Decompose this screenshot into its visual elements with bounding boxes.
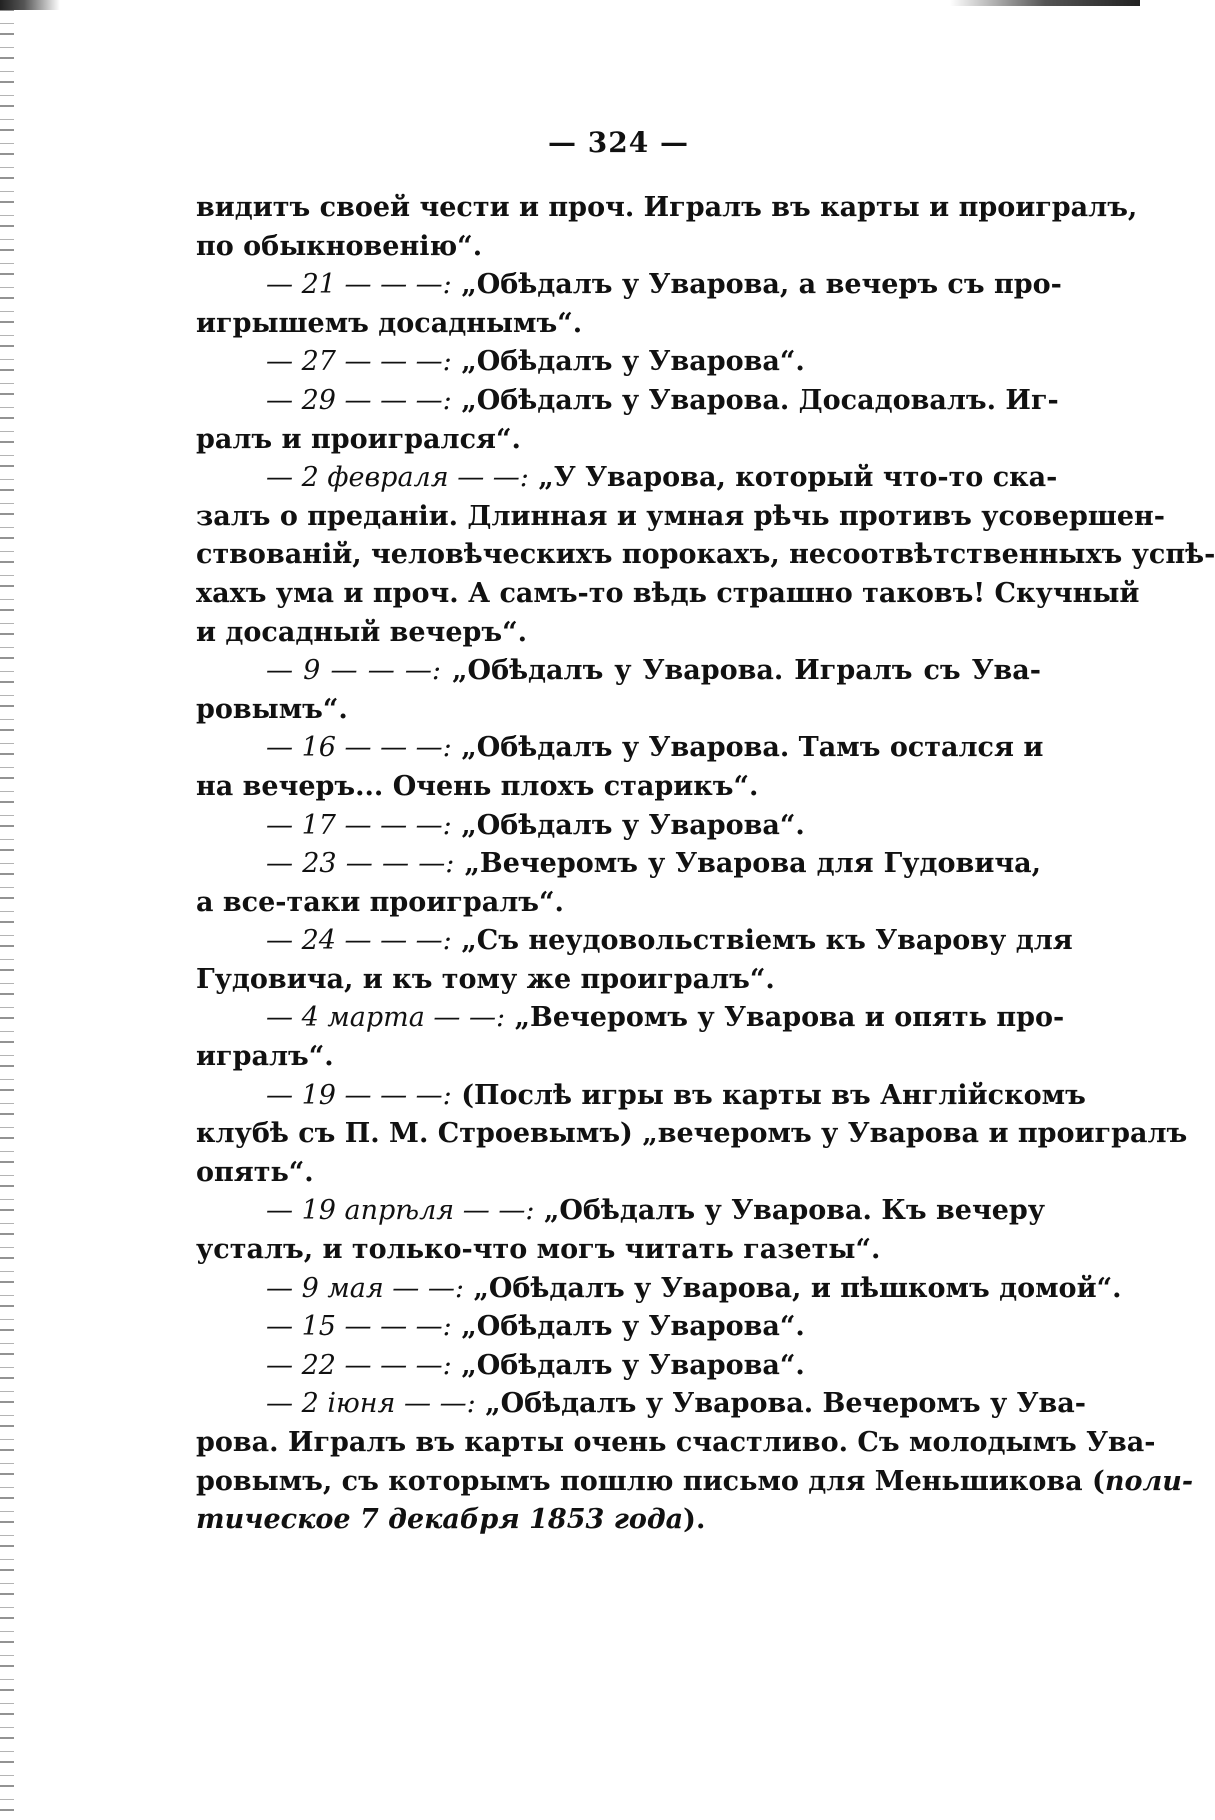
entry-date: — 22 — — —: bbox=[266, 1349, 452, 1381]
line-text: хахъ ума и проч. А самъ-то вѣдь страшно таковъ! Скучный bbox=[196, 577, 1140, 609]
line-text: Гудовича, и къ тому же проигралъ“. bbox=[196, 963, 775, 995]
line-text: „Обѣдалъ у Уварова, а вечеръ съ про- bbox=[451, 269, 1062, 301]
line-text: игралъ“. bbox=[196, 1041, 334, 1073]
text-line bbox=[196, 768, 1041, 807]
line-text: „Обѣдалъ у Уварова. Вечеромъ у Ува- bbox=[475, 1388, 1086, 1420]
line-text: ствованій, человѣческихъ порокахъ, несоотвѣтственныхъ успѣ- bbox=[196, 539, 1215, 571]
text-line bbox=[196, 1347, 1041, 1386]
entry-date: — 29 — — —: bbox=[266, 384, 452, 416]
line-text: клубѣ съ П. М. Строевымъ) „вечеромъ у Уварова и проигралъ bbox=[196, 1118, 1188, 1150]
line-text: „Обѣдалъ у Уварова“. bbox=[451, 1311, 805, 1343]
entry-date: — 16 — — —: bbox=[266, 732, 452, 764]
line-text: рова. Игралъ въ карты очень счастливо. Съ молодымъ Ува- bbox=[196, 1427, 1156, 1458]
entry-date: — 2 іюня — —: bbox=[266, 1388, 476, 1420]
line-text: (Послѣ игры въ карты въ Англійскомъ bbox=[451, 1079, 1086, 1111]
text-line bbox=[196, 459, 1058, 498]
line-text: „Обѣдалъ у Уварова. Къ вечеру bbox=[534, 1195, 1046, 1227]
text-line bbox=[196, 614, 1041, 653]
text-line bbox=[196, 999, 1065, 1038]
page-number: — 324 — bbox=[548, 126, 689, 159]
text-line bbox=[196, 536, 1215, 575]
scan-corner bbox=[0, 0, 60, 10]
entry-date: — 4 марта — —: bbox=[266, 1002, 506, 1034]
line-text: ровымъ“. bbox=[196, 693, 348, 725]
line-text: „Обѣдалъ у Уварова“. bbox=[451, 809, 805, 841]
page-text bbox=[196, 189, 1215, 1540]
line-text: видитъ своей чести и проч. Игралъ въ карты и проигралъ, bbox=[196, 192, 1138, 223]
entry-date: — 9 мая — —: bbox=[266, 1272, 464, 1304]
line-text: усталъ, и только-что могъ читать газеты“. bbox=[196, 1234, 881, 1266]
text-line bbox=[196, 961, 1041, 1000]
entry-date: — 21 — — —: bbox=[266, 269, 452, 301]
entry-date: — 19 — — —: bbox=[266, 1079, 452, 1111]
line-text: игрышемъ досаднымъ“. bbox=[196, 307, 583, 339]
line-text: опять“. bbox=[196, 1156, 314, 1188]
text-line bbox=[196, 266, 1062, 305]
text-line bbox=[196, 1308, 1041, 1347]
text-line bbox=[196, 1501, 1041, 1540]
line-text: „Обѣдалъ у Уварова, и пѣшкомъ домой“. bbox=[463, 1272, 1122, 1304]
line-text: „Обѣдалъ у Уварова“. bbox=[451, 346, 805, 378]
line-text: ровымъ, съ которымъ пошлю письмо для Меньшикова ( bbox=[196, 1465, 1105, 1497]
text-line bbox=[196, 1192, 1046, 1231]
entry-date: — 27 — — —: bbox=[266, 346, 452, 378]
italic-text: поли- bbox=[1104, 1465, 1194, 1497]
line-text-after: ). bbox=[683, 1504, 706, 1536]
text-line bbox=[196, 343, 1041, 382]
text-line bbox=[196, 1154, 1041, 1193]
text-line bbox=[196, 1231, 1041, 1270]
line-text: и досадный вечеръ“. bbox=[196, 616, 528, 648]
entry-date: — 24 — — —: bbox=[266, 925, 452, 957]
text-line bbox=[196, 729, 1044, 768]
text-line bbox=[196, 498, 1165, 537]
text-line bbox=[196, 1077, 1086, 1116]
text-line bbox=[196, 228, 1041, 267]
text-line bbox=[196, 382, 1059, 421]
text-line bbox=[196, 1038, 1041, 1077]
book-page bbox=[196, 126, 1215, 1540]
line-text: на вечеръ... Очень плохъ старикъ“. bbox=[196, 770, 759, 802]
text-line bbox=[196, 189, 1138, 228]
line-text: „Обѣдалъ у Уварова. Игралъ съ Ува- bbox=[441, 655, 1041, 687]
entry-date: — 9 — — —: bbox=[266, 655, 442, 687]
line-text: „Обѣдалъ у Уварова. Досадовалъ. Иг- bbox=[451, 384, 1059, 416]
line-text: „Обѣдалъ у Уварова. Тамъ остался и bbox=[451, 732, 1044, 764]
line-text: а все-таки проигралъ“. bbox=[196, 886, 564, 918]
text-line bbox=[196, 305, 1041, 344]
scan-edge bbox=[0, 0, 14, 1820]
entry-date: — 2 февраля — —: bbox=[266, 462, 529, 494]
entry-date: — 17 — — —: bbox=[266, 809, 452, 841]
line-text: „Съ неудовольствіемъ къ Уварову для bbox=[451, 925, 1073, 957]
line-text: залъ о преданіи. Длинная и умная рѣчь противъ усовершен- bbox=[196, 500, 1165, 532]
text-line bbox=[196, 421, 1041, 460]
line-text: „Вечеромъ у Уварова и опять про- bbox=[505, 1002, 1065, 1034]
text-line bbox=[196, 807, 1041, 846]
text-line bbox=[196, 1424, 1156, 1463]
entry-date: — 15 — — —: bbox=[266, 1311, 452, 1343]
text-line bbox=[196, 652, 1041, 691]
entry-date: — 19 апрѣля — —: bbox=[266, 1195, 535, 1227]
line-text: „Вечеромъ у Уварова для Гудовича, bbox=[454, 848, 1041, 880]
entry-date: — 23 — — —: bbox=[266, 848, 455, 880]
text-line bbox=[196, 922, 1073, 961]
text-line bbox=[196, 1270, 1122, 1309]
text-line bbox=[196, 1115, 1188, 1154]
line-text: „У Уварова, который что-то ска- bbox=[528, 462, 1058, 494]
text-line bbox=[196, 845, 1041, 884]
text-line bbox=[196, 1385, 1086, 1424]
text-line bbox=[196, 884, 1041, 923]
scan-top-edge bbox=[950, 0, 1140, 6]
text-line bbox=[196, 575, 1140, 614]
text-line bbox=[196, 1463, 1194, 1502]
italic-text: тическое 7 декабря 1853 года bbox=[196, 1504, 684, 1536]
text-line bbox=[196, 691, 1041, 730]
line-text: „Обѣдалъ у Уварова“. bbox=[451, 1349, 805, 1381]
line-text: ралъ и проигрался“. bbox=[196, 423, 521, 455]
line-text: по обыкновенію“. bbox=[196, 230, 483, 262]
